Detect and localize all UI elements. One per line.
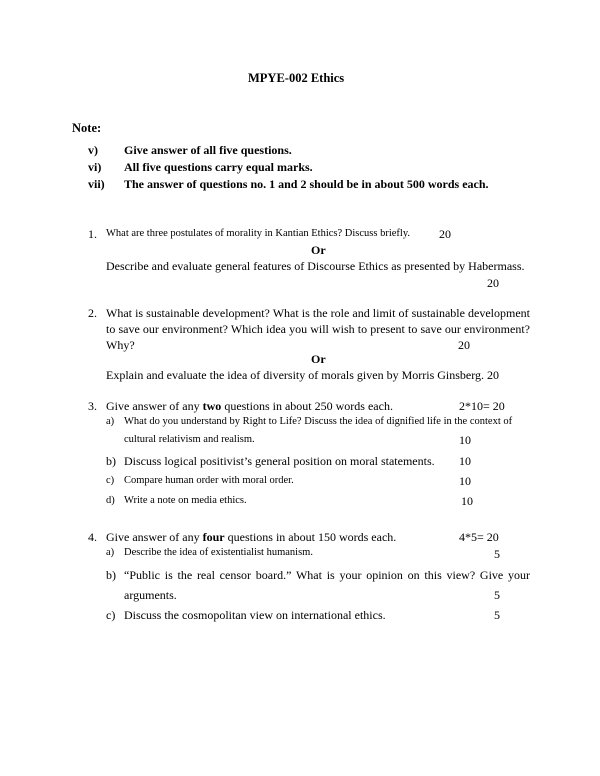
question-number: 2. [88,306,97,320]
question-text: Give answer of any two questions in about 250 words each. [106,399,393,413]
alternative-question-text: Explain and evaluate the idea of diversity of morals given by Morris Ginsberg. [106,368,485,382]
alternative-question-marks: 20 [487,368,499,382]
question-marks: 20 [439,227,451,241]
alternative-question-marks: 20 [487,276,499,290]
subquestion-label: b) [106,568,116,582]
subquestion-marks: 10 [459,454,471,468]
subquestion-label: c) [106,475,115,486]
question-number: 3. [88,399,97,413]
subquestion-text: Discuss logical positivist’s general position on moral statements. [124,454,435,468]
question-number: 1. [88,227,97,241]
note-text: The answer of questions no. 1 and 2 should be in about 500 words each. [124,177,489,191]
subquestion-label: a) [106,547,115,558]
question-marks: 4*5= 20 [459,530,499,544]
question-text: What are three postulates of morality in Kantian Ethics? Discuss briefly. [106,228,411,239]
subquestion-marks: 5 [494,547,500,561]
question-number: 4. [88,530,97,544]
subquestion-text-line: What do you understand by Right to Life? Discuss the idea of dignified life in the context of [124,416,513,427]
subquestion-marks: 10 [461,494,473,508]
note-text: Give answer of all five questions. [124,143,292,157]
question-text-line: What is sustainable development? What is the role and limit of sustainable development [106,306,530,320]
subquestion-label: c) [106,608,116,622]
note-text: All five questions carry equal marks. [124,160,313,174]
note-number: vi) [88,160,102,174]
question-marks: 20 [458,338,470,352]
page-title: MPYE-002 Ethics [248,71,345,85]
subquestion-text: Discuss the cosmopolitan view on international ethics. [124,608,386,622]
question-text-line: to save our environment? Which idea you will wish to present to save our environment? [106,322,530,336]
or-separator: Or [311,243,326,257]
subquestion-text-line: cultural relativism and realism. [124,434,255,445]
subquestion-marks: 10 [459,433,471,447]
subquestion-label: b) [106,454,116,468]
subquestion-text: Compare human order with moral order. [124,475,294,486]
subquestion-text-line: “Public is the real censor board.” What is your opinion on this view? Give your [124,568,530,582]
subquestion-text-line: arguments. [124,588,177,602]
subquestion-marks: 5 [494,588,500,602]
or-separator: Or [311,352,326,366]
note-number: vii) [88,177,105,191]
subquestion-text: Write a note on media ethics. [124,495,247,506]
note-number: v) [88,143,98,157]
question-marks: 2*10= 20 [459,399,505,413]
alternative-question-text: Describe and evaluate general features of Discourse Ethics as presented by Habermass. [106,259,525,273]
subquestion-text: Describe the idea of existentialist humanism. [124,547,313,558]
question-text: Give answer of any four questions in about 150 words each. [106,530,397,544]
subquestion-marks: 5 [494,608,500,622]
note-label: Note: [72,121,102,135]
subquestion-marks: 10 [459,474,471,488]
subquestion-label: a) [106,416,115,427]
subquestion-label: d) [106,495,115,506]
question-text-line: Why? [106,338,135,352]
